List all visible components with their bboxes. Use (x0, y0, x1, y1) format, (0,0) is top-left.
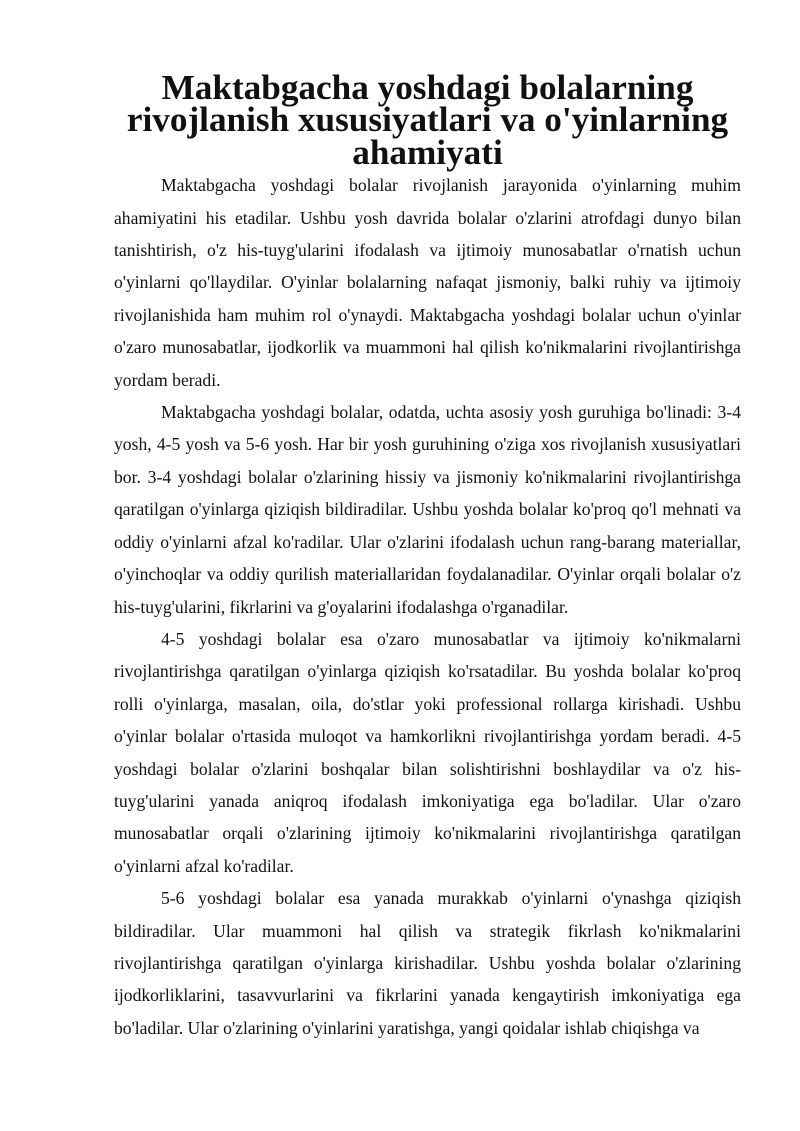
paragraph-age-groups: Maktabgacha yoshdagi bolalar, odatda, uchta asosiy yosh guruhiga bo'linadi: 3-4 yosh, 4-5 yosh va 5-6 yosh. Har bir yosh guruhining o'ziga xos rivojlanish xususiyatlari bor. 3-4 yoshdagi bolalar o'zlarining hissiy va jismoniy ko'nikmalarini rivojlantirishga qaratilgan o'yinlarga qiziqish bildiradilar. Ushbu yoshda bolalar ko'proq qo'l mehnati va oddiy o'yinlarni afzal ko'radilar. Ular o'zlarini ifodalash uchun rang-barang materiallar, o'yinchoqlar va oddiy qurilish materiallaridan foydalanadilar. O'yinlar orqali bolalar o'z his-tuyg'ularini, fikrlarini va g'oyalarini ifodalashga o'rganadilar. (114, 402, 741, 617)
document-title: Maktabgacha yoshdagi bolalarning rivojlanish xususiyatlari va o'yinlarning ahamiyati (126, 68, 729, 172)
paragraph-age-4-5: 4-5 yoshdagi bolalar esa o'zaro munosabatlar va ijtimoiy ko'nikmalarni rivojlantirishga qaratilgan o'yinlarga qiziqish ko'rsatadilar. Bu yoshda bolalar ko'proq rolli o'yinlarga, masalan, oila, do'stlar yoki professional rollarga kirishadi. Ushbu o'yinlar bolalar o'rtasida muloqot va hamkorlikni rivojlantirishga yordam beradi. 4-5 yoshdagi bolalar o'zlarini boshqalar bilan solishtirishni boshlaydilar va o'z his-tuyg'ularini yanada aniqroq ifodalash imkoniyatiga ega bo'ladilar. Ular o'zaro munosabatlar orqali o'zlarining ijtimoiy ko'nikmalarini rivojlantirishga qaratilgan o'yinlarni afzal ko'radilar. (114, 628, 741, 876)
document-page (114, 68, 741, 1044)
paragraph-age-5-6: 5-6 yoshdagi bolalar esa yanada murakkab o'yinlarni o'ynashga qiziqish bildiradilar. Ular muammoni hal qilish va strategik fikrlash ko'nikmalarini rivojlantirishga qaratilgan o'yinlarga kirishadilar. Ushbu yoshda bolalar o'zlarining ijodkorliklarini, tasavvurlarini va fikrlarini yanada kengaytirish imkoniyatiga ega bo'ladilar. Ular o'zlarining o'yinlarini yaratishga, yangi qoidalar ishlab chiqishga va (114, 888, 741, 1038)
paragraph-intro: Maktabgacha yoshdagi bolalar rivojlanish jarayonida o'yinlarning muhim ahamiyatini his etadilar. Ushbu yosh davrida bolalar o'zlarini atrofdagi dunyo bilan tanishtirish, o'z his-tuyg'ularini ifodalash va ijtimoiy munosabatlar o'rnatish uchun o'yinlarni qo'llaydilar. O'yinlar bolalarning nafaqat jismoniy, balki ruhiy va ijtimoiy rivojlanishida ham muhim rol o'ynaydi. Maktabgacha yoshdagi bolalar uchun o'yinlar o'zaro munosabatlar, ijodkorlik va muammoni hal qilish ko'nikmalarini rivojlantirishga yordam beradi. (114, 175, 741, 390)
